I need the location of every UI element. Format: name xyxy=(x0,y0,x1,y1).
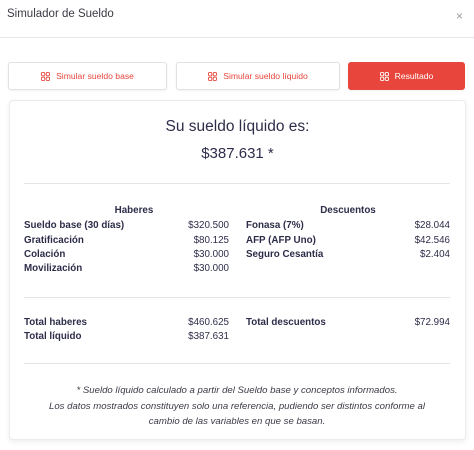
divider xyxy=(24,363,450,364)
haberes-row-value: $30.000 xyxy=(193,249,229,260)
total-liquido-row xyxy=(24,331,229,345)
total-descuentos-row xyxy=(246,317,450,331)
descuentos-row-value: $28.044 xyxy=(414,220,450,231)
tab-bar xyxy=(8,62,465,90)
result-label: Su sueldo líquido es: xyxy=(165,118,310,135)
haberes-row xyxy=(24,235,229,249)
close-button[interactable]: × xyxy=(455,9,463,23)
footnote-line: cambio de las variables en que se basan. xyxy=(148,416,326,427)
modal-header xyxy=(0,0,474,38)
divider xyxy=(24,183,450,184)
total-haberes-value: $460.625 xyxy=(188,317,229,328)
modal-title: Simulador de Sueldo xyxy=(7,8,114,20)
footnote-line: Los datos mostrados constituyen solo una referencia, pudiendo ser distintos conforme al xyxy=(49,400,425,412)
tab-resultado[interactable] xyxy=(348,62,465,90)
total-liquido-label: Total líquido xyxy=(24,331,82,342)
descuentos-row-label: AFP (AFP Uno) xyxy=(246,235,316,246)
tab-simular-sueldo-base[interactable] xyxy=(8,62,167,90)
result-card xyxy=(9,100,466,440)
descuentos-row-label: Seguro Cesantía xyxy=(246,249,324,260)
haberes-title: Haberes xyxy=(114,205,154,216)
descuentos-row xyxy=(246,249,450,263)
descuentos-row-value: $2.404 xyxy=(420,249,450,260)
descuentos-title: Descuentos xyxy=(320,205,376,216)
descuentos-row-value: $42.546 xyxy=(414,235,450,246)
tab-label: Simular sueldo líquido xyxy=(223,71,308,81)
calculator-icon xyxy=(380,72,389,81)
haberes-row-value: $320.500 xyxy=(188,220,229,231)
descuentos-row xyxy=(246,235,450,249)
tab-simular-sueldo-liquido[interactable] xyxy=(176,62,340,90)
total-haberes-label: Total haberes xyxy=(24,317,87,328)
haberes-row-label: Movilización xyxy=(24,263,83,274)
tab-label: Resultado xyxy=(394,71,434,81)
haberes-row-label: Colación xyxy=(24,249,66,260)
divider xyxy=(24,297,450,298)
haberes-row xyxy=(24,220,229,234)
haberes-row-value: $30.000 xyxy=(193,263,229,274)
tab-label: Simular sueldo base xyxy=(56,71,134,81)
total-haberes-row xyxy=(24,317,229,331)
total-descuentos-label: Total descuentos xyxy=(246,317,326,328)
total-liquido-value: $387.631 xyxy=(188,331,229,342)
haberes-row-label: Sueldo base (30 días) xyxy=(24,220,125,231)
calculator-icon xyxy=(208,72,217,81)
haberes-row-value: $80.125 xyxy=(193,235,229,246)
haberes-row xyxy=(24,249,229,263)
haberes-row-label: Gratificación xyxy=(24,235,84,246)
haberes-row xyxy=(24,263,229,277)
descuentos-row-label: Fonasa (7%) xyxy=(246,220,304,231)
descuentos-row xyxy=(246,220,450,234)
footnote-line: * Sueldo líquido calculado a partir del Sueldo base y conceptos informados. xyxy=(76,385,398,396)
total-descuentos-value: $72.994 xyxy=(414,317,450,328)
calculator-icon xyxy=(41,72,50,81)
disclaimer-footnote xyxy=(24,383,450,430)
result-value: $387.631 * xyxy=(201,145,274,162)
